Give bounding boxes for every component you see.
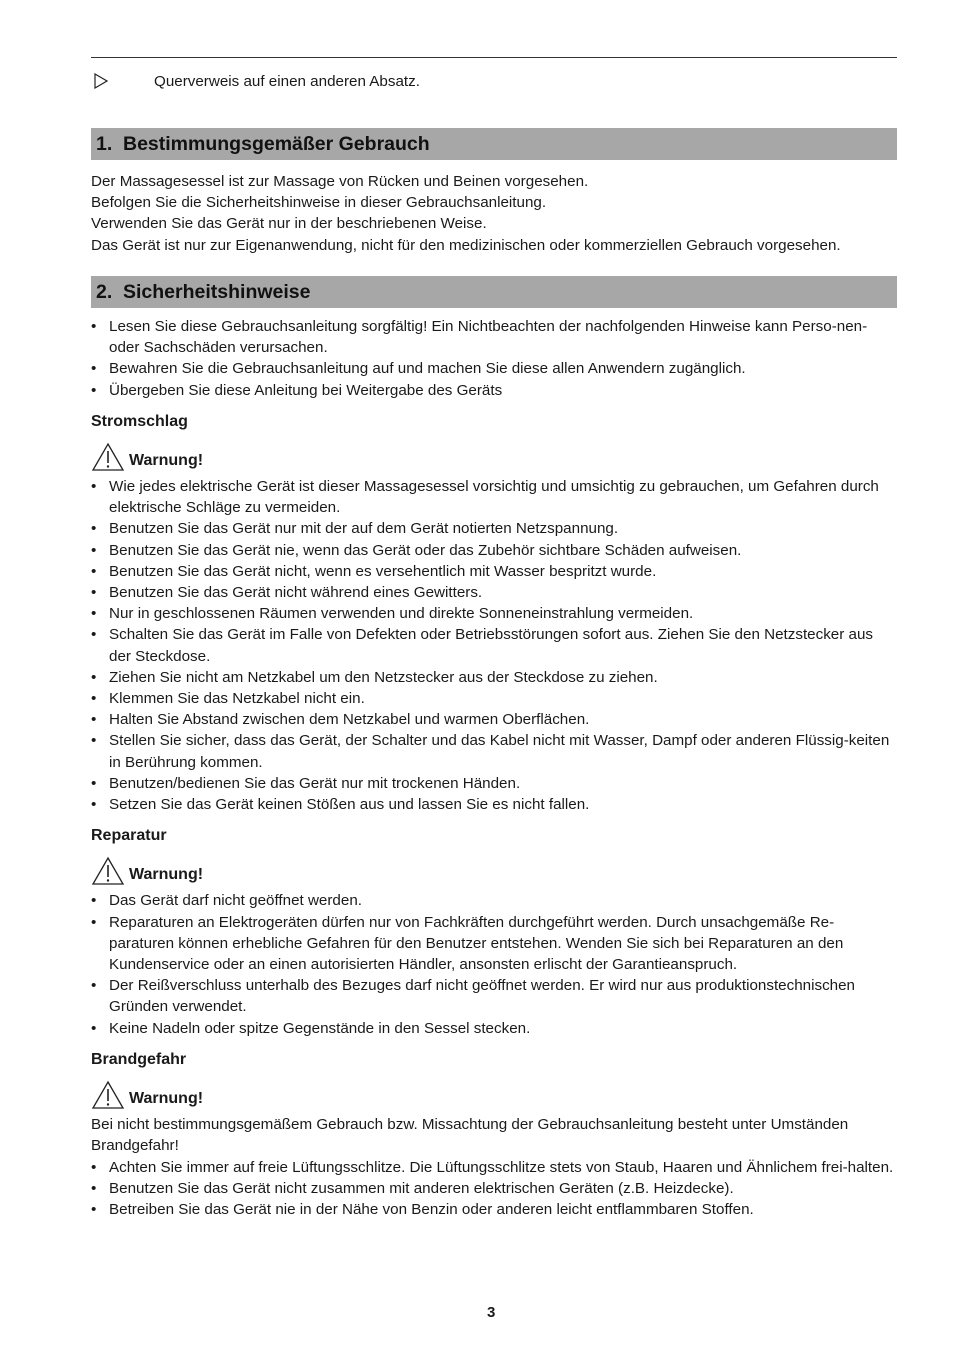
section-number: 1.	[96, 133, 113, 155]
list-item: • Achten Sie immer auf freie Lüftungsschlitze. Die Lüftungsschlitze stets von Staub, Haaren und Ähnlichem frei-halten.	[91, 1157, 897, 1178]
page-number: 3	[487, 1304, 496, 1321]
list-item: • Benutzen Sie das Gerät nicht, wenn es versehentlich mit Wasser bespritzt wurde.	[91, 561, 897, 582]
warning-label: Warnung!	[129, 452, 204, 470]
list-item: • Betreiben Sie das Gerät nie in der Nähe von Benzin oder anderen leicht entflammbaren Stoffen.	[91, 1199, 897, 1220]
paragraph: Der Massagesessel ist zur Massage von Rücken und Beinen vorgesehen.	[91, 173, 589, 190]
paragraph: Verwenden Sie das Gerät nur in der beschriebenen Weise.	[91, 215, 487, 233]
list-item: • Halten Sie Abstand zwischen dem Netzkabel und warmen Oberflächen.	[91, 709, 897, 730]
list-item: • Das Gerät darf nicht geöffnet werden.	[91, 890, 897, 911]
subheading-stromschlag: Stromschlag	[91, 412, 188, 430]
section-intended-use	[91, 128, 897, 256]
list-item: • Lesen Sie diese Gebrauchsanleitung sorgfältig! Ein Nichtbeachten der nachfolgenden Hinweise kann Perso-nen- oder Sachschäden verursachen.	[91, 316, 897, 358]
intro-list	[91, 316, 897, 401]
list-item: • Benutzen Sie das Gerät nicht zusammen mit anderen elektrischen Geräten (z.B. Heizdecke).	[91, 1178, 897, 1199]
list-item: • Klemmen Sie das Netzkabel nicht ein.	[91, 688, 897, 709]
list-item: • Ziehen Sie nicht am Netzkabel um den Netzstecker aus der Steckdose zu ziehen.	[91, 667, 897, 688]
warning-triangle-icon	[91, 442, 125, 472]
list-item: • Bewahren Sie die Gebrauchsanleitung auf und machen Sie diese allen Anwendern zugänglich.	[91, 358, 897, 379]
subheading-reparatur: Reparatur	[91, 827, 167, 845]
section-safety	[91, 276, 897, 1220]
list-item: • Schalten Sie das Gerät im Falle von Defekten oder Betriebsstörungen sofort aus. Ziehen Sie den Netzstecker aus der Steckdose.	[91, 624, 897, 666]
list-item: • Wie jedes elektrische Gerät ist dieser Massagesessel vorsichtig und umsichtig zu gebrauchen, um Gefahren durch elektrische Schläge zu vermeiden.	[91, 476, 897, 518]
warning-triangle-icon	[91, 1080, 125, 1110]
warning-label-row	[91, 856, 897, 888]
subheading-brandgefahr: Brandgefahr	[91, 1050, 187, 1068]
section-number: 2.	[96, 281, 113, 303]
section-title: Bestimmungsgemäßer Gebrauch	[123, 133, 430, 155]
reparatur-list	[91, 890, 897, 1038]
triangle-right-outline-icon	[94, 73, 108, 89]
list-item: • Benutzen Sie das Gerät nur mit der auf dem Gerät notierten Netzspannung.	[91, 518, 897, 539]
stromschlag-list	[91, 476, 897, 815]
list-item: • Der Reißverschluss unterhalb des Bezuges darf nicht geöffnet werden. Er wird nur aus produktionstechnischen Gründen verwendet.	[91, 975, 897, 1017]
paragraph: Das Gerät ist nur zur Eigenanwendung, nicht für den medizinischen oder kommerziellen Gebrauch vorgesehen.	[91, 236, 841, 254]
list-item: • Keine Nadeln oder spitze Gegenstände in den Sessel stecken.	[91, 1018, 897, 1039]
warning-triangle-icon	[91, 856, 125, 886]
list-item: • Reparaturen an Elektrogeräten dürfen nur von Fachkräften durchgeführt werden. Durch unsachgemäße Re-paraturen können erhebliche Gefahren für den Benutzer entstehen. Wenden Sie sich bei Reparaturen an den Kundenservice oder an einen autorisierten Händler, ansonsten erlischt der Garantieanspruch.	[91, 912, 897, 976]
paragraph: Bei nicht bestimmungsgemäßem Gebrauch bzw. Missachtung der Gebrauchsanleitung besteht unter Umständen Brandgefahr!	[91, 1116, 849, 1155]
list-item: • Setzen Sie das Gerät keinen Stößen aus und lassen Sie es nicht fallen.	[91, 794, 897, 815]
section-heading	[91, 128, 897, 160]
warning-label-row	[91, 1080, 897, 1112]
list-item: • Benutzen Sie das Gerät nie, wenn das Gerät oder das Zubehör sichtbare Schäden aufweisen.	[91, 540, 897, 561]
warning-label: Warnung!	[129, 1090, 204, 1108]
section-title: Sicherheitshinweise	[123, 281, 311, 303]
paragraph: Befolgen Sie die Sicherheitshinweise in dieser Gebrauchsanleitung.	[91, 194, 547, 212]
list-item: • Übergeben Sie diese Anleitung bei Weitergabe des Geräts	[91, 380, 897, 401]
list-item: • Benutzen Sie das Gerät nicht während eines Gewitters.	[91, 582, 897, 603]
list-item: • Stellen Sie sicher, dass das Gerät, der Schalter und das Kabel nicht mit Wasser, Dampf oder anderen Flüssig-keiten in Berührung kommen.	[91, 730, 897, 772]
section-heading	[91, 276, 897, 308]
warning-label-row	[91, 442, 897, 474]
legend-text: Querverweis auf einen anderen Absatz.	[154, 73, 420, 90]
warning-label: Warnung!	[129, 866, 204, 884]
list-item: • Nur in geschlossenen Räumen verwenden und direkte Sonneneinstrahlung vermeiden.	[91, 603, 897, 624]
legend-row	[91, 71, 897, 93]
list-item: • Benutzen/bedienen Sie das Gerät nur mit trockenen Händen.	[91, 773, 897, 794]
brandgefahr-list	[91, 1157, 897, 1221]
top-rule	[91, 57, 897, 58]
